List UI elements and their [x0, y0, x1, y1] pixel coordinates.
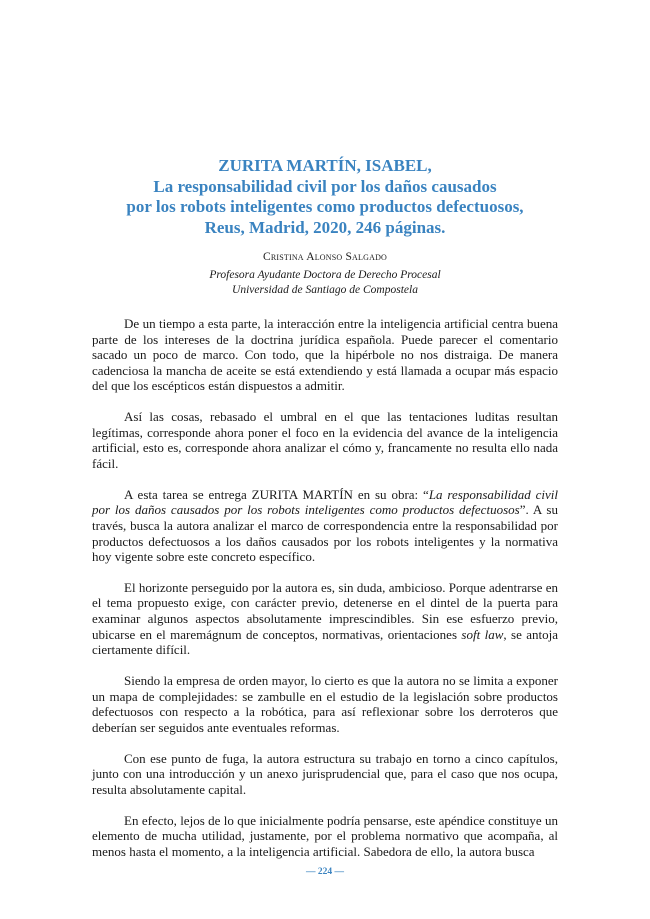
paragraph-1: De un tiempo a esta parte, la interacción entre la inteligencia artificial centra buena parte de los intereses de la doctrina jurídica española. Puede parecer el comentario sacado un poco de marco. Con todo, que la hipérbole no nos distraiga. De manera cadenciosa la mancha de aceite se está extendiendo y está llamada a ocupar más espacio del que los escépticos están dispuestos a admitir. — [92, 316, 558, 394]
paragraph-5: Siendo la empresa de orden mayor, lo cierto es que la autora no se limita a exponer un mapa de complejidades: se zambulle en el estudio de la legislación sobre productos defectuosos con respecto a la robótica, para así reflexionar sobre los derroteros que deberían ser seguidos ante eventuales reformas. — [92, 673, 558, 735]
paragraph-3 — [92, 487, 558, 565]
paragraph-2: Así las cosas, rebasado el umbral en el que las tentaciones luditas resultan legítimas, corresponde ahora poner el foco en la evidencia del avance de la inteligencia artificial, esto es, corresponde ahora analizar el cómo y, francamente no resulta ello nada fácil. — [92, 409, 558, 471]
affiliation-position: Profesora Ayudante Doctora de Derecho Procesal — [209, 269, 441, 281]
paragraph-4-text-start: El horizonte perseguido por la autora es, sin duda, ambicioso. Porque adentrarse en el tema propuesto exige, con carácter previo, detenerse en el dintel de la puerta para examinar algunos aspectos absolutamente imprescindibles. Sin ese esfuerzo previo, ubicarse en el maremágnum de conceptos, normativas, orientaciones — [92, 579, 558, 642]
paragraph-3-text-end: ”. A su través, busca la autora analizar el marco de correspondencia entre la responsabilidad por productos defectuosos a los daños causados por los robots inteligentes y la normativa hoy vigente sobre este concreto específico. — [92, 502, 558, 565]
title-author-line: ZURITA MARTÍN, ISABEL, — [218, 156, 432, 175]
title-book-line-1: La responsabilidad civil por los daños causados — [153, 176, 497, 196]
paragraph-6: Con ese punto de fuga, la autora estructura su trabajo en torno a cinco capítulos, junto con una introducción y un anexo jurisprudencial que, para el caso que nos ocupa, resulta absolutamente capital. — [92, 750, 558, 797]
page-number: — 224 — — [306, 867, 344, 877]
paragraph-4-text-end: , se antoja ciertamente difícil. — [92, 626, 559, 658]
reviewer-affiliation — [80, 268, 570, 297]
title-publisher-line: Reus, Madrid, 2020, 246 páginas. — [204, 217, 446, 237]
review-title — [80, 156, 570, 238]
review-body — [92, 316, 558, 875]
title-book-line-2: por los robots inteligentes como productos defectuosos, — [126, 197, 524, 216]
paragraph-4 — [92, 580, 558, 658]
soft-law-italic: soft law — [461, 626, 504, 642]
reviewer-name: Cristina Alonso Salgado — [262, 251, 388, 263]
paragraph-3-text-start: A esta tarea se entrega ZURITA MARTÍN en su obra: “ — [124, 486, 429, 502]
paragraph-7: En efecto, lejos de lo que inicialmente podría pensarse, este apéndice constituye un elemento de mucha utilidad, justamente, por el problema normativo que acompaña, al menos hasta el momento, a la inteligencia artificial. Sabedora de ello, la autora busca — [92, 812, 558, 859]
affiliation-university: Universidad de Santiago de Compostela — [232, 283, 418, 296]
book-title-italic: La responsabilidad civil por los daños causados por los robots inteligentes como productos defectuosos — [92, 486, 558, 518]
